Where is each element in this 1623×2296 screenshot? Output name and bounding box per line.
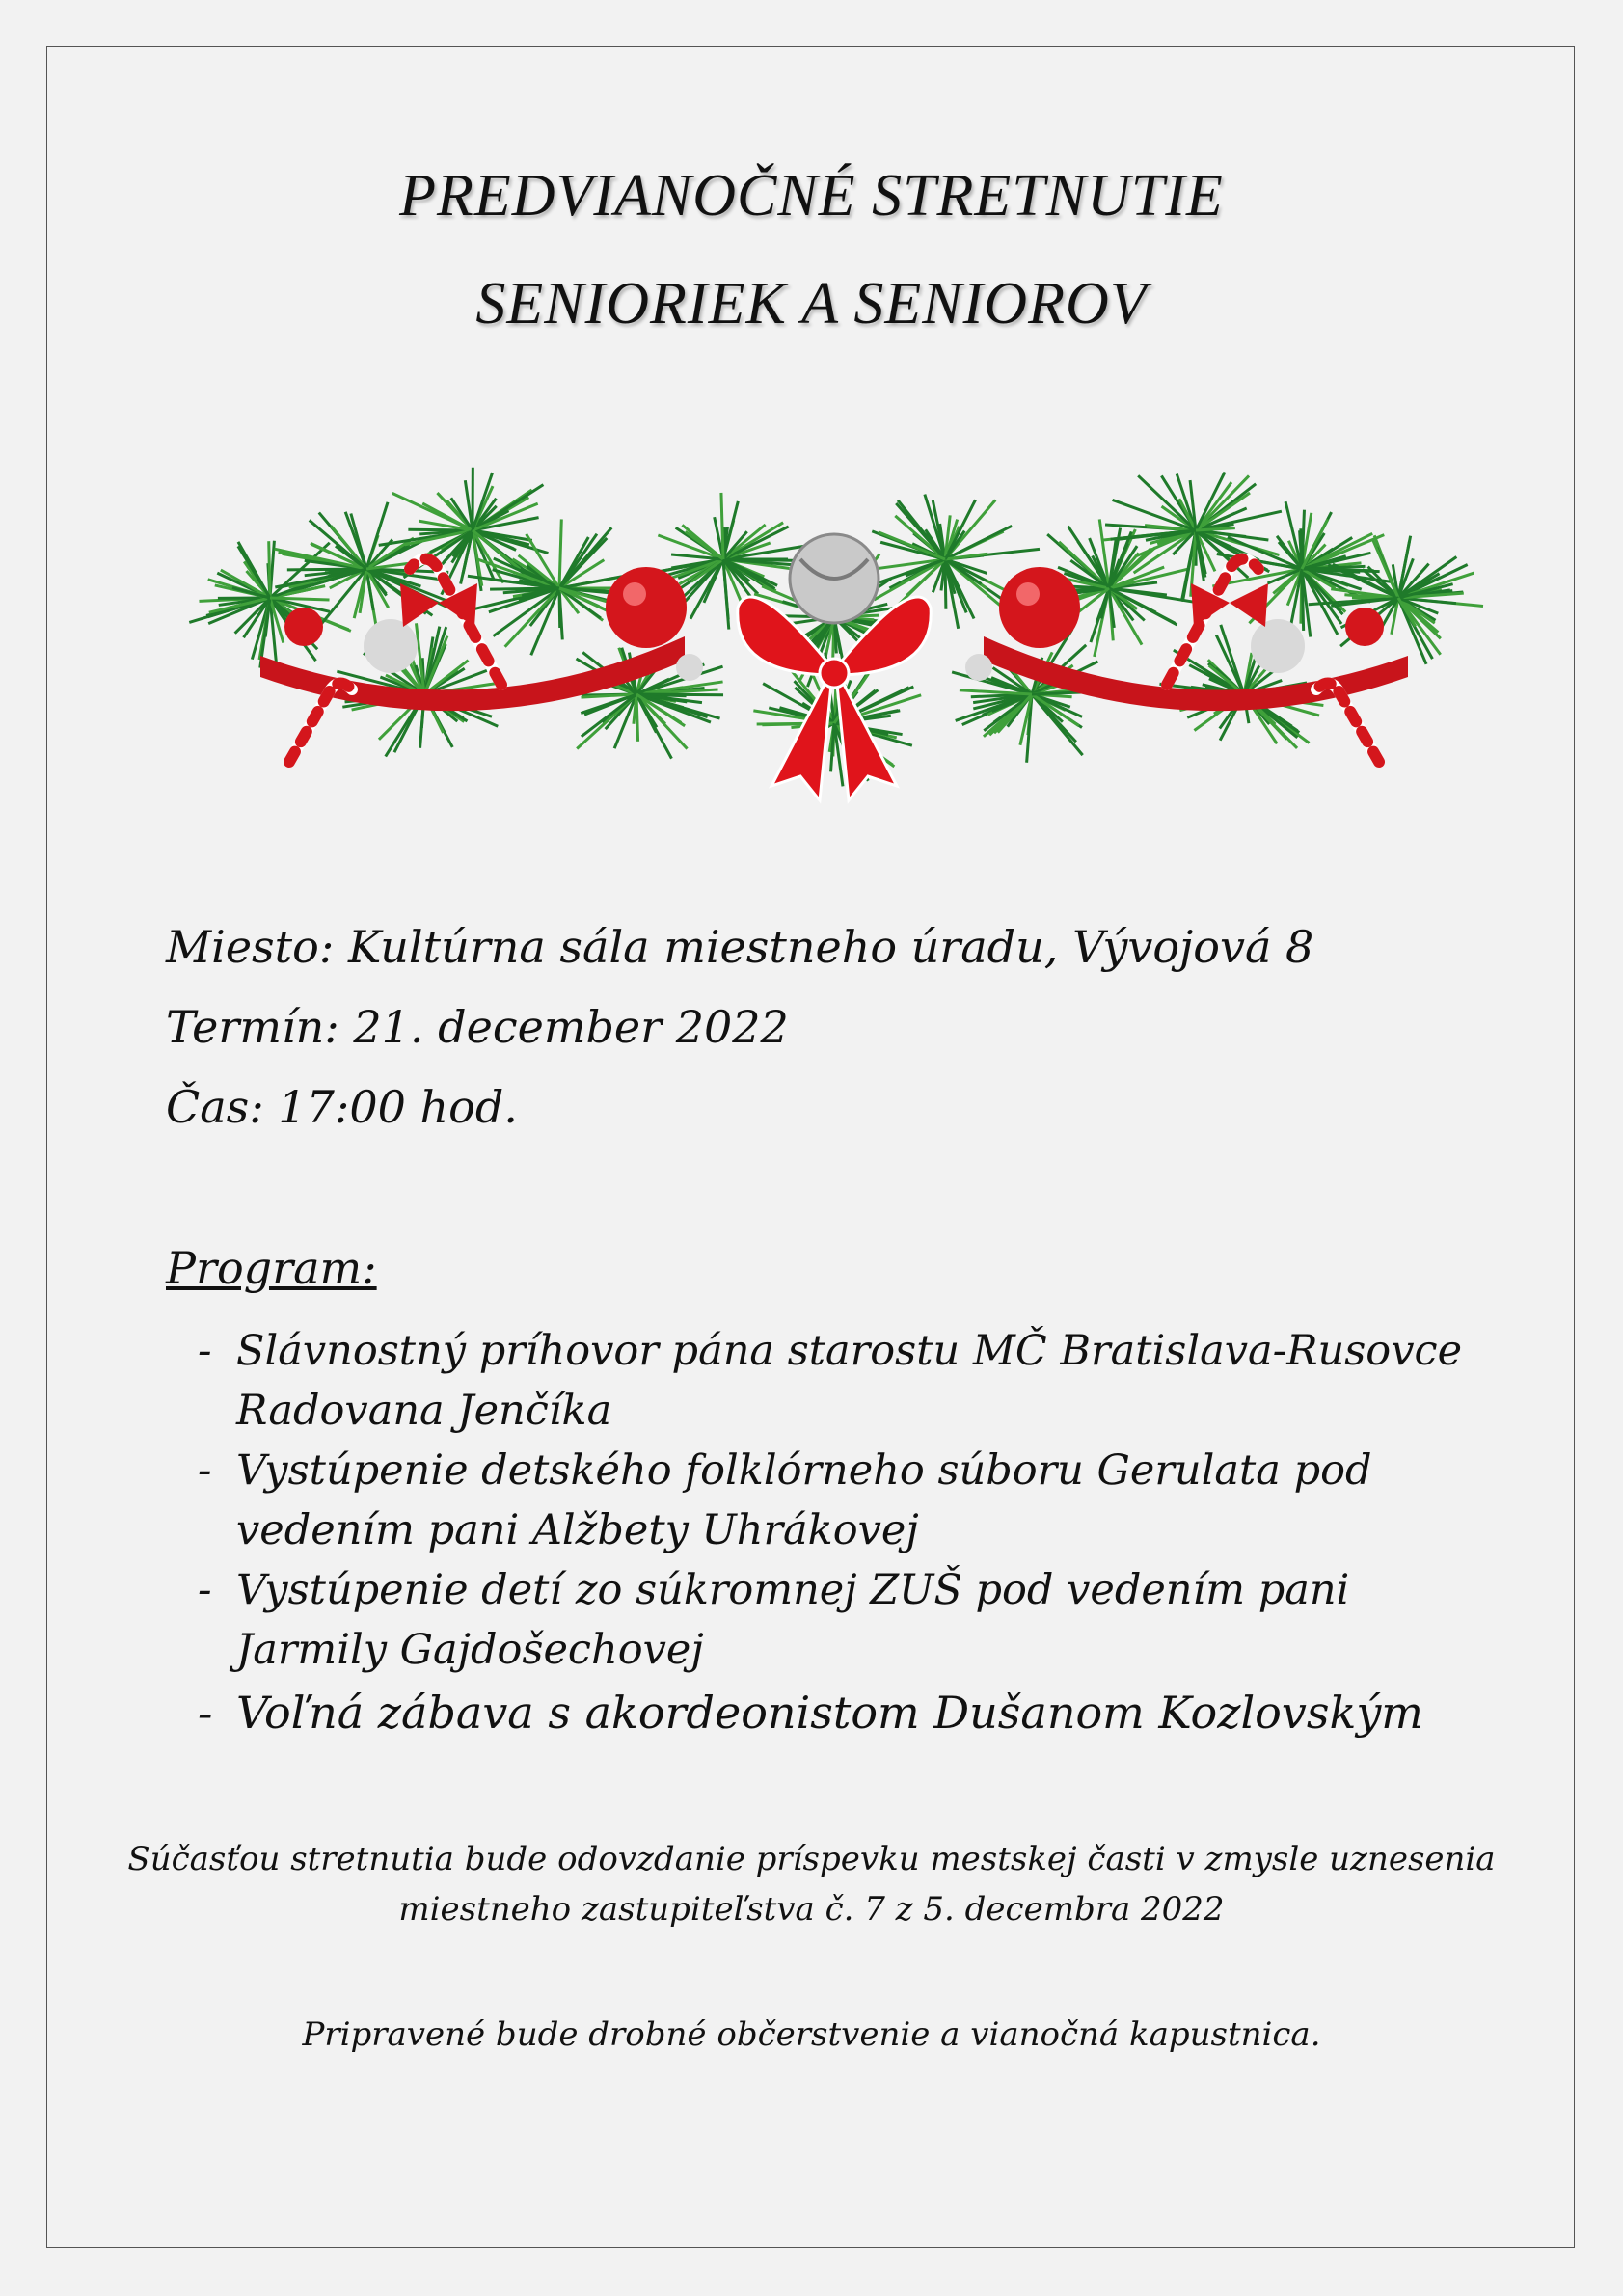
program-item: [198, 1321, 1471, 1441]
pine-needle: [559, 588, 562, 639]
pine-needle: [269, 541, 270, 598]
program-item: [198, 1680, 1471, 1745]
program-item-line: Voľná zábava s akordeonistom Dušanom Kozlovským: [236, 1687, 1423, 1739]
program-list: [198, 1321, 1471, 1745]
list-dash: -: [198, 1687, 213, 1739]
program-item-line: Vystúpenie detí zo súkromnej ZUŠ pod vedením pani: [236, 1566, 1350, 1614]
pine-needle: [270, 598, 330, 600]
pine-needle: [559, 519, 561, 588]
program-item-line: vedením pani Alžbety Uhrákovej: [236, 1506, 919, 1554]
program-item: [198, 1441, 1471, 1560]
contribution-note-line-1: Súčasťou stretnutia bude odovzdanie príspevku mestskej časti v zmysle uznesenia: [127, 1840, 1496, 1878]
christmas-garland-icon: [183, 453, 1485, 810]
event-date: Termín: 21. december 2022: [166, 1001, 789, 1053]
list-dash: -: [198, 1566, 212, 1614]
pine-needle: [831, 723, 834, 771]
list-dash: -: [198, 1327, 212, 1375]
title-line-2: SENIORIEK A SENIOROV: [475, 271, 1148, 337]
pine-needle: [721, 493, 723, 559]
event-place: Miesto: Kultúrna sála miestneho úradu, Vývojová 8: [166, 921, 1314, 973]
pine-needle: [1196, 475, 1249, 530]
event-time: Čas: 17:00 hod.: [166, 1081, 518, 1133]
pine-needle: [490, 588, 559, 589]
pine-needle: [1302, 569, 1304, 631]
title-line-1: PREDVIANOČNÉ STRETNUTIE: [399, 163, 1224, 229]
program-heading: Program:: [166, 1242, 377, 1294]
refreshment-note: Pripravené bude drobné občerstvenie a vianočná kapustnica.: [302, 2015, 1321, 2054]
program-item-line: Slávnostný príhovor pána starostu MČ Bratislava-Rusovce: [236, 1327, 1463, 1375]
pine-needle: [287, 569, 366, 570]
list-dash: -: [198, 1446, 212, 1495]
program-item-line: Jarmily Gajdošechovej: [236, 1626, 704, 1674]
program-item: [198, 1560, 1471, 1680]
program-item-line: Radovana Jenčíka: [236, 1387, 612, 1435]
program-item-line: Vystúpenie detského folklórneho súboru Gerulata pod: [236, 1446, 1372, 1495]
contribution-note-line-2: miestneho zastupiteľstva č. 7 z 5. decembra 2022: [398, 1890, 1225, 1929]
